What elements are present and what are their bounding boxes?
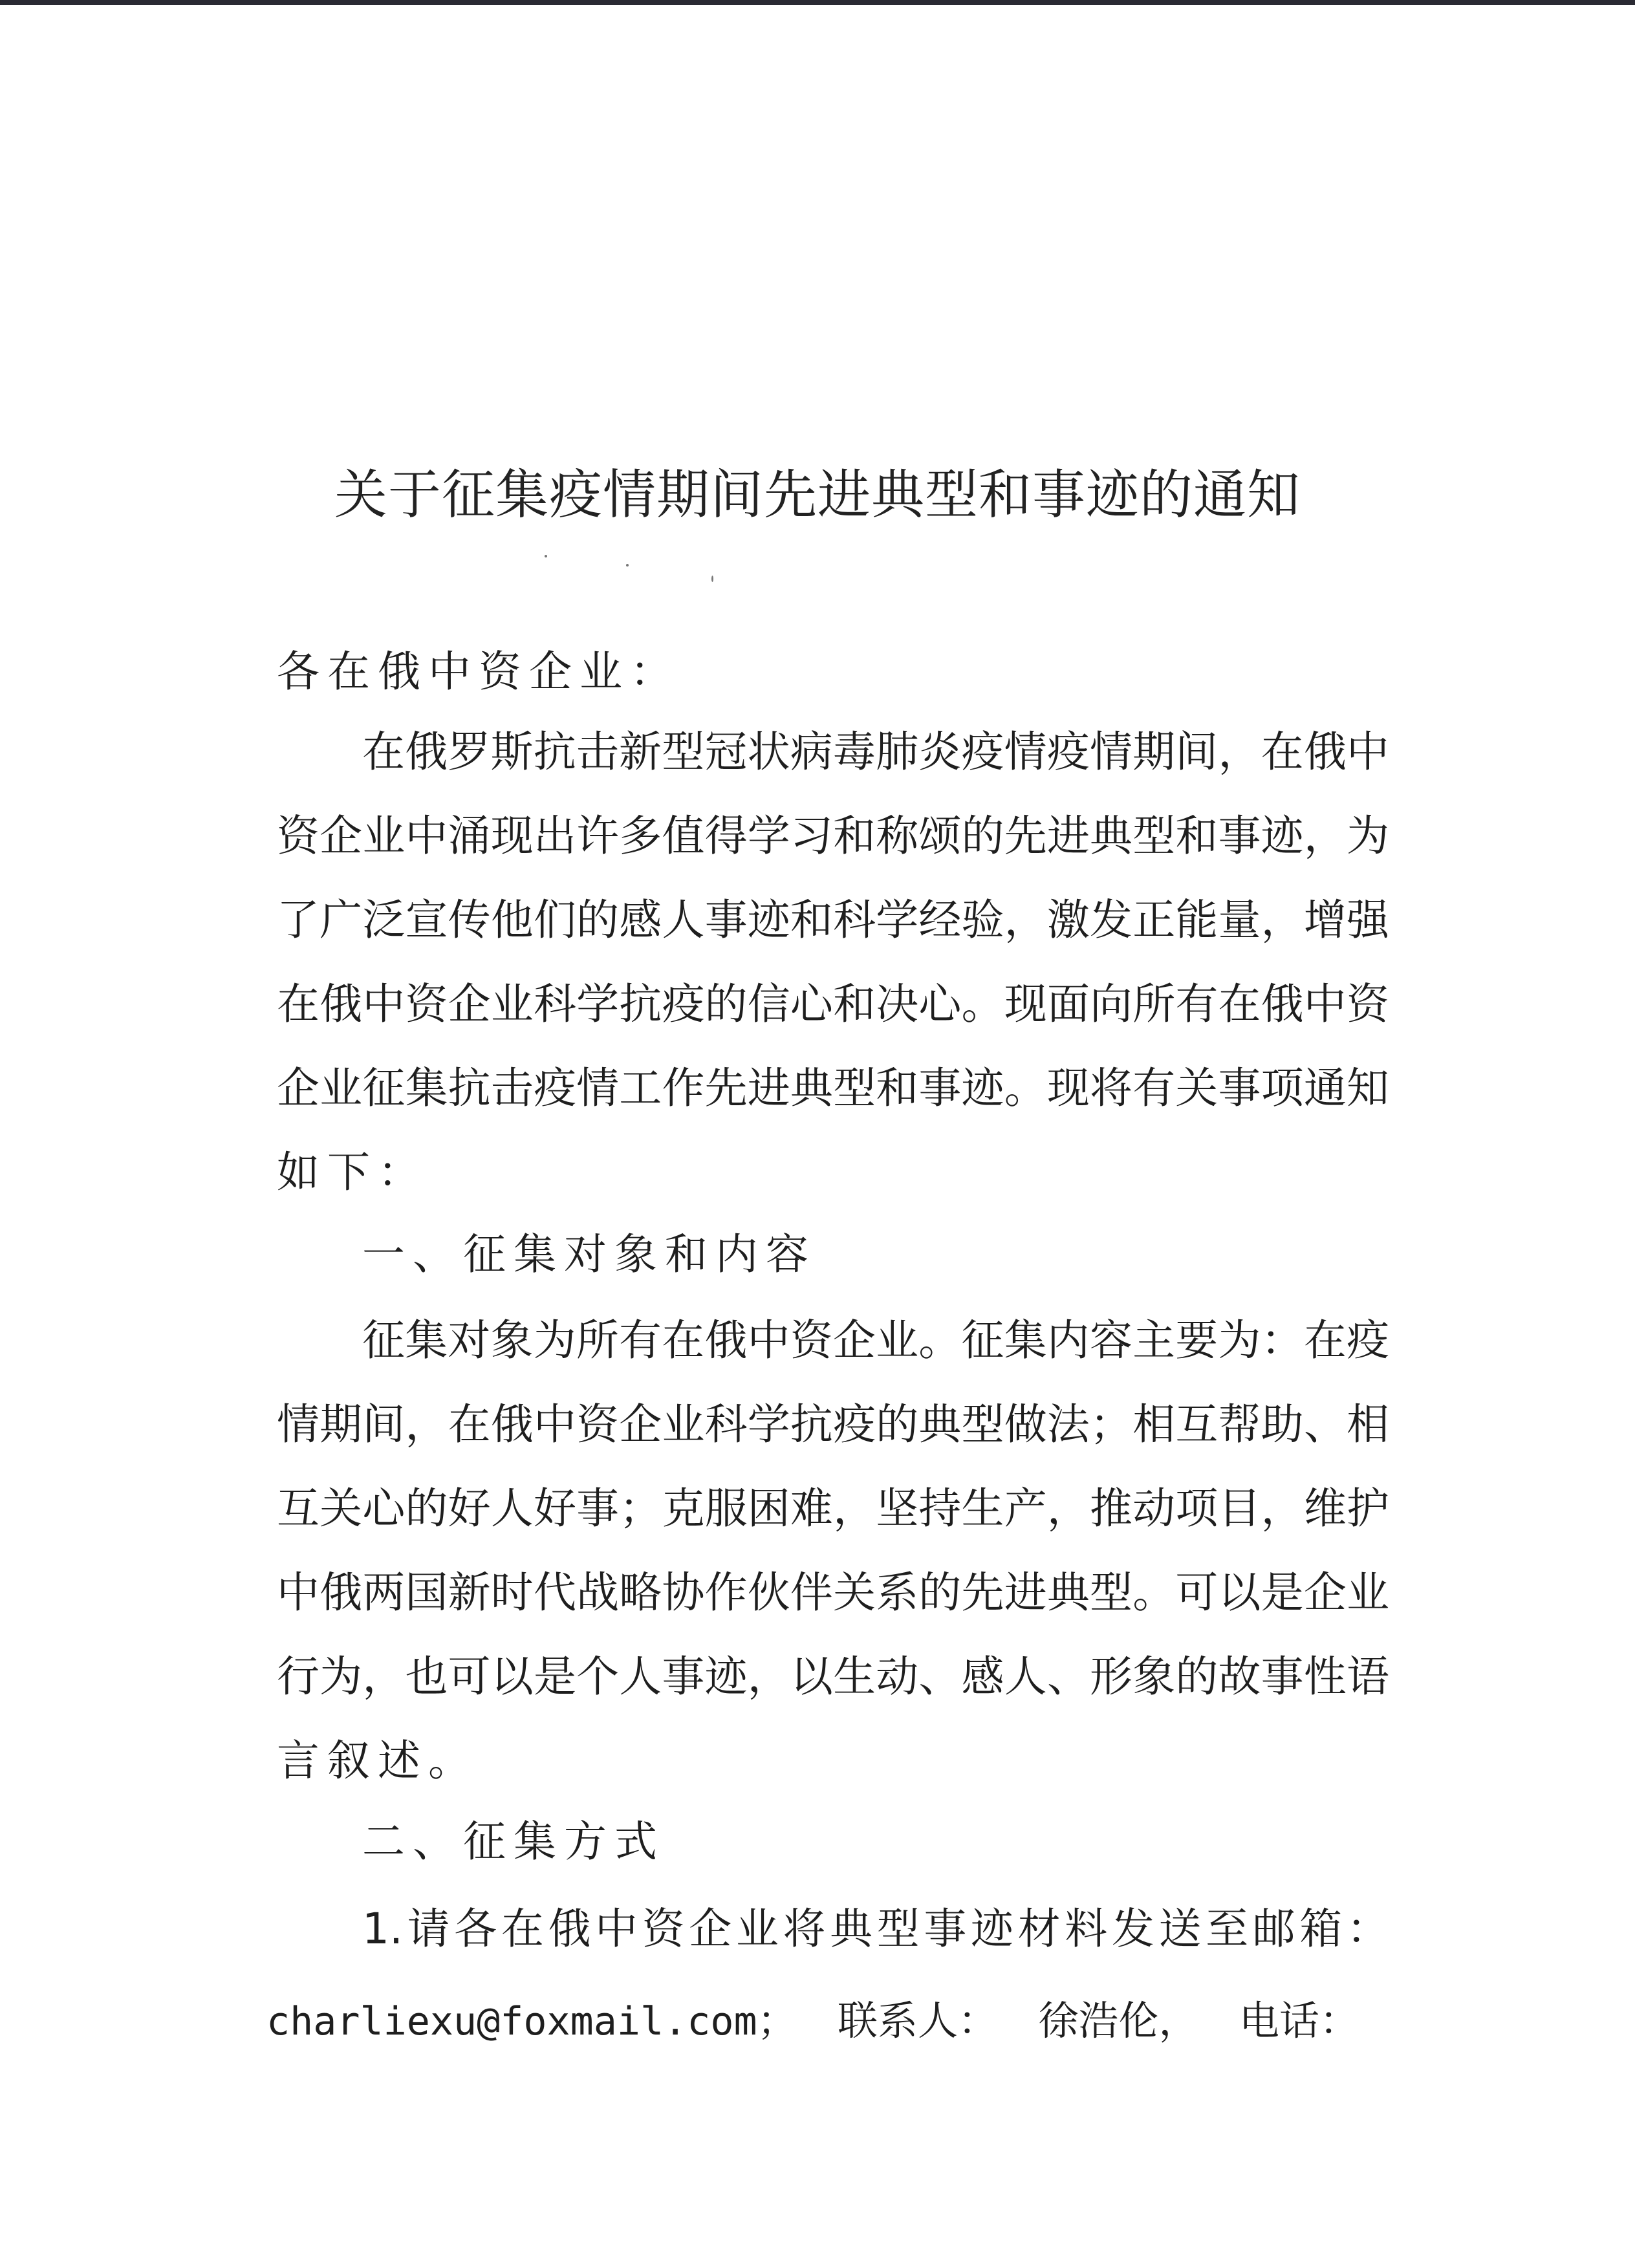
phone-label: 电话： bbox=[1239, 1997, 1359, 2044]
separator: ； bbox=[757, 1997, 797, 2044]
paragraph-2-line-2: 情期间，在俄中资企业科学抗疫的典型做法；相互帮助、相 bbox=[277, 1399, 1389, 1449]
scan-speck bbox=[626, 564, 629, 567]
paragraph-2-line-5: 行为，也可以是个人事迹，以生动、感人、形象的故事性语 bbox=[277, 1652, 1389, 1701]
salutation: 各在俄中资企业： bbox=[277, 647, 680, 697]
contact-person-name: 徐浩伦， bbox=[1038, 1997, 1199, 2044]
contact-person-label: 联系人： bbox=[838, 1997, 999, 2044]
paragraph-1-line-3: 了广泛宣传他们的感人事迹和科学经验，激发正能量，增强 bbox=[277, 895, 1389, 945]
scan-speck bbox=[545, 555, 547, 557]
paragraph-1-line-6: 如下： bbox=[277, 1147, 428, 1197]
section-2-heading: 二、征集方式 bbox=[362, 1817, 665, 1866]
document-title: 关于征集疫情期间先进典型和事迹的通知 bbox=[334, 464, 1301, 526]
paragraph-1-line-5: 企业征集抗击疫情工作先进典型和事迹。现将有关事项通知 bbox=[277, 1063, 1389, 1113]
contact-email: charliexu@foxmail.com bbox=[266, 1999, 757, 2044]
paragraph-2-line-3: 互关心的好人好事；克服困难，坚持生产，推动项目，维护 bbox=[277, 1484, 1389, 1533]
item-1-line-1: 1.请各在俄中资企业将典型事迹材料发送至邮箱： bbox=[362, 1904, 1389, 1954]
paragraph-1-line-4: 在俄中资企业科学抗疫的信心和决心。现面向所有在俄中资 bbox=[277, 979, 1389, 1029]
paragraph-2-line-4: 中俄两国新时代战略协作伙伴关系的先进典型。可以是企业 bbox=[277, 1568, 1389, 1617]
paragraph-1-line-2: 资企业中涌现出许多值得学习和称颂的先进典型和事迹，为 bbox=[277, 811, 1389, 861]
paragraph-1-line-1: 在俄罗斯抗击新型冠状病毒肺炎疫情疫情期间，在俄中 bbox=[362, 727, 1389, 777]
item-1-line-2 bbox=[266, 1989, 1359, 2046]
contact-email-group bbox=[266, 1989, 797, 2046]
paragraph-2-line-1: 征集对象为所有在俄中资企业。征集内容主要为：在疫 bbox=[362, 1315, 1389, 1365]
scan-speck bbox=[711, 576, 713, 582]
paragraph-2-line-6: 言叙述。 bbox=[277, 1736, 479, 1786]
section-1-heading: 一、征集对象和内容 bbox=[362, 1229, 816, 1279]
